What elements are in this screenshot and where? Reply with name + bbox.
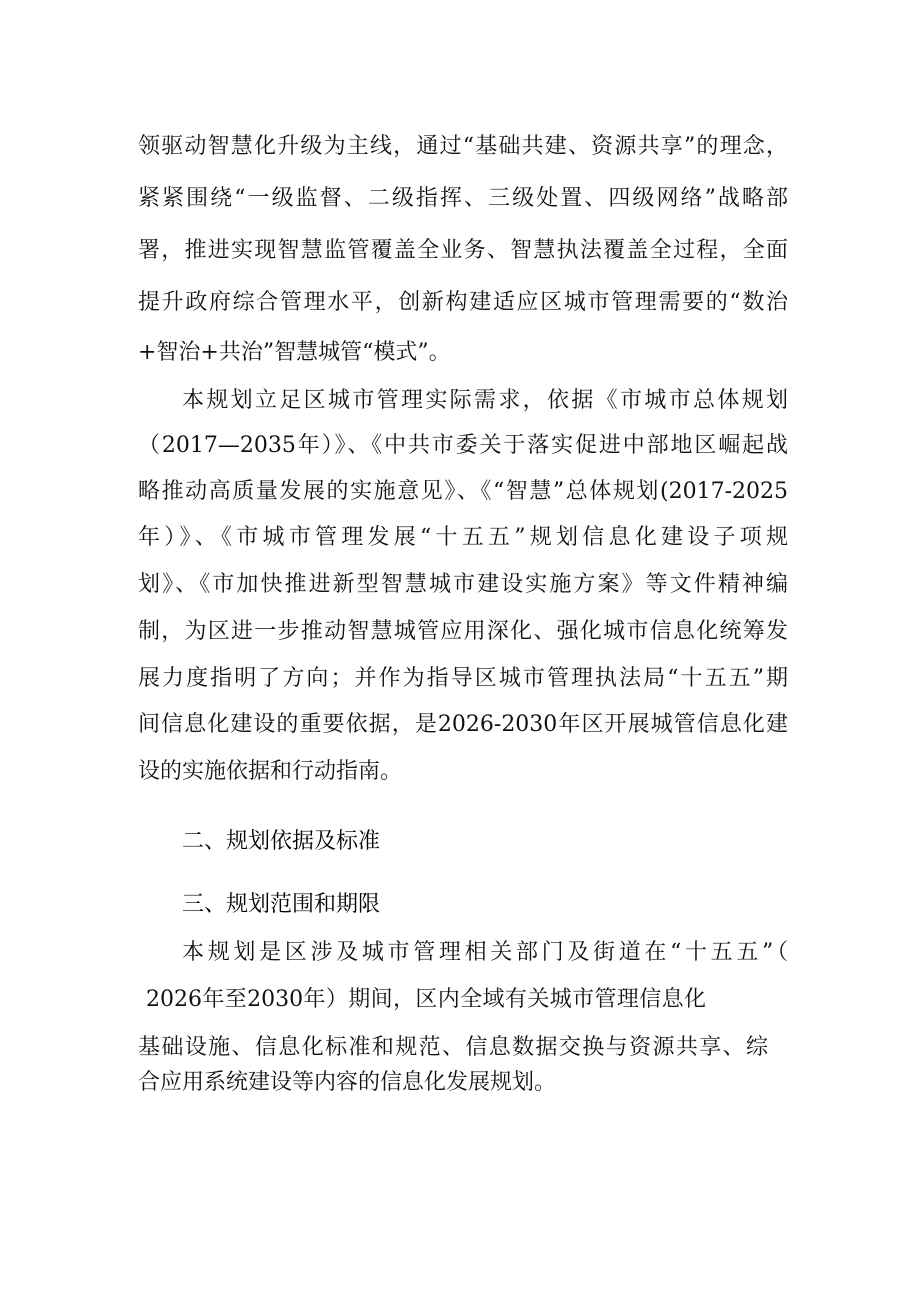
section3-heading: 三、规划范围和期限 bbox=[182, 892, 381, 917]
paragraph1-line-4: 提升政府综合管理水平，创新构建适应区城市管理需要的“数治 bbox=[138, 290, 788, 315]
paragraph1-line-5: +智治+共治”智慧城管“模式”。 bbox=[138, 340, 451, 365]
paragraph2-line-6: 制，为区进一步推动智慧城管应用深化、强化城市信息化统筹发 bbox=[138, 619, 788, 644]
paragraph2-line-9: 设的实施依据和行动指南。 bbox=[138, 759, 403, 784]
paragraph1-line-3: 署，推进实现智慧监管覆盖全业务、智慧执法覆盖全过程，全面 bbox=[138, 238, 788, 263]
section3-line-2: 2026年至2030年）期间，区内全域有关城市管理信息化 bbox=[146, 987, 706, 1012]
paragraph2-line-7: 展力度指明了方向；并作为指导区城市管理执法局“十五五”期 bbox=[138, 666, 788, 691]
paragraph2-line-2: （2017—2035年）》、《中共市委关于落实促进中部地区崛起战 bbox=[138, 433, 788, 458]
paragraph2-line-4: 年）》、《市城市管理发展“十五五”规划信息化建设子项规 bbox=[138, 525, 788, 550]
paragraph1-line-2: 紧紧围绕“一级监督、二级指挥、三级处置、四级网络”战略部 bbox=[138, 186, 788, 211]
section3-line-1: 本规划是区涉及城市管理相关部门及街道在“十五五”（ bbox=[182, 940, 788, 965]
paragraph2-line-3: 略推动高质量发展的实施意见》、《“智慧”总体规划(2017-2025 bbox=[138, 479, 788, 504]
paragraph2-line-1: 本规划立足区城市管理实际需求，依据《市城市总体规划 bbox=[182, 388, 788, 413]
section2-heading: 二、规划依据及标准 bbox=[182, 829, 381, 854]
paragraph2-line-8: 间信息化建设的重要依据，是2026-2030年区开展城管信息化建 bbox=[138, 712, 788, 737]
section3-line-4: 合应用系统建设等内容的信息化发展规划。 bbox=[138, 1070, 557, 1095]
paragraph2-line-5: 划》、《市加快推进新型智慧城市建设实施方案》等文件精神编 bbox=[138, 572, 788, 597]
paragraph1-line-1: 领驱动智慧化升级为主线，通过“基础共建、资源共享”的理念， bbox=[138, 134, 788, 159]
section3-line-3: 基础设施、信息化标准和规范、信息数据交换与资源共享、综 bbox=[138, 1035, 768, 1060]
